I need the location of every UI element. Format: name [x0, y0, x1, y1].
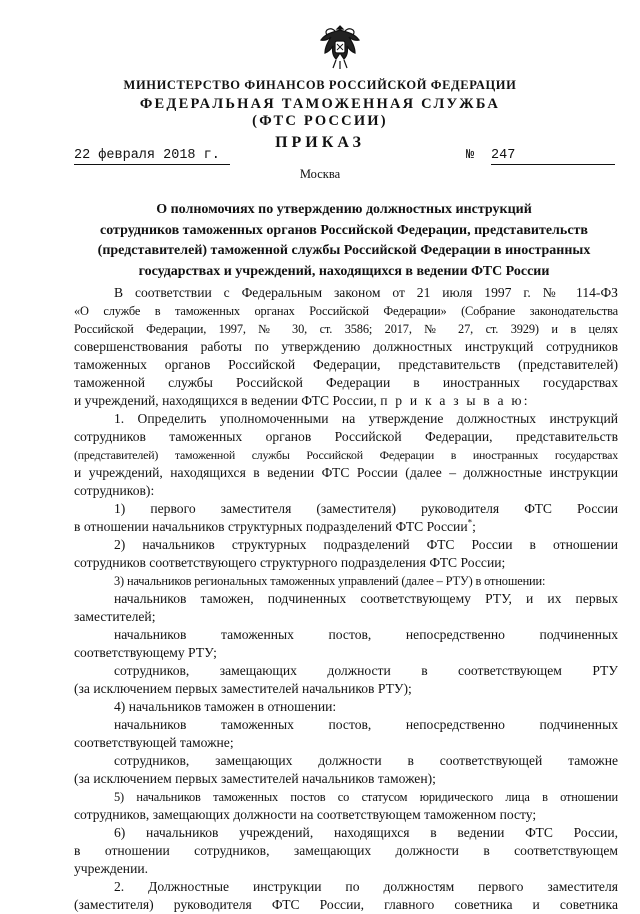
body-line: «О службе в таможенных органах Российской Федерации» (Собрание законодательства: [74, 304, 618, 318]
body-line: и учреждений, находящихся в ведении ФТС России (далее – должностные инструкции: [74, 465, 618, 480]
body-line: сотрудников таможенных органов Российской Федерации, представительств: [74, 429, 618, 444]
footnote-marker: *: [467, 518, 473, 528]
document-type-heading: ПРИКАЗ: [275, 134, 365, 151]
body-line: соответствующему РТУ;: [74, 645, 217, 660]
body-line: В соответствии с Федеральным законом от 21 июля 1997 г. № 114-ФЗ: [114, 285, 618, 300]
body-line: сотрудников соответствующего структурного подразделения ФТС России;: [74, 555, 506, 570]
body-line: (за исключением первых заместителей начальников таможен);: [74, 771, 436, 786]
coat-of-arms-emblem: [318, 22, 362, 72]
body-line: 2) начальников структурных подразделений ФТС России в отношении: [114, 537, 618, 552]
body-line: (заместителя) руководителя ФТС России, главного советника и советника: [74, 897, 618, 912]
body-line: заместителей;: [74, 609, 156, 624]
order-date: 22 февраля 2018 г.: [74, 148, 230, 165]
body-line: сотрудников, замещающих должности на соответствующем таможенном посту;: [74, 807, 537, 822]
title-line: государствах и учреждений, находящихся в ведении ФТС России: [138, 263, 550, 279]
body-line: 6) начальников учреждений, находящихся в ведении ФТС России,: [114, 825, 618, 840]
order-verb: п р и к а з ы в а ю:: [380, 393, 530, 408]
body-line: Российской Федерации, 1997, № 30, ст. 3586; 2017, № 27, ст. 3929) и в целях: [74, 322, 618, 336]
body-line: соответствующей таможне;: [74, 735, 234, 750]
body-text: и учреждений, находящихся в ведении ФТС России,: [74, 393, 377, 408]
order-city: Москва: [299, 167, 341, 181]
body-line: 1. Определить уполномоченными на утверждение должностных инструкций: [114, 411, 618, 426]
order-title: [70, 200, 618, 282]
title-line: О полномочиях по утверждению должностных инструкций: [156, 202, 532, 217]
body-line: в отношении сотрудников, замещающих должности в соответствующем: [74, 843, 618, 858]
order-body: [74, 284, 618, 914]
service-heading: ФЕДЕРАЛЬНАЯ ТАМОЖЕННАЯ СЛУЖБА: [139, 96, 501, 112]
body-line: сотрудников):: [74, 483, 155, 498]
body-line: начальников таможен, подчиненных соответствующему РТУ, и их первых: [114, 591, 618, 606]
body-line: таможенной службы Российской Федерации в иностранных государствах: [74, 375, 618, 390]
body-line: [74, 518, 618, 536]
body-line: 2. Должностные инструкции по должностям первого заместителя: [114, 879, 618, 894]
body-line: 5) начальников таможенных постов со статусом юридического лица в отношении: [114, 790, 618, 804]
title-line: сотрудников таможенных органов Российской Федерации, представительств: [100, 222, 588, 238]
body-line: таможенных органов Российской Федерации, представительств (представителей): [74, 357, 618, 372]
body-line: начальников таможенных постов, непосредственно подчиненных: [114, 627, 618, 642]
body-line: (представителей) таможенной службы Российской Федерации в иностранных государствах: [74, 448, 618, 462]
body-text: ;: [472, 519, 476, 534]
body-line: сотрудников, замещающих должности в соответствующей таможне: [114, 753, 618, 768]
body-text: в отношении начальников структурных подразделений ФТС России: [74, 519, 468, 534]
body-line: 3) начальников региональных таможенных управлений (далее – РТУ) в отношении:: [114, 574, 546, 588]
service-abbreviation: (ФТС РОССИИ): [252, 113, 388, 129]
body-line: сотрудников, замещающих должности в соответствующем РТУ: [114, 663, 618, 678]
body-line: совершенствования работы по утверждению должностных инструкций сотрудников: [74, 339, 618, 354]
order-number-sign: №: [466, 148, 475, 163]
body-line: 4) начальников таможен в отношении:: [114, 699, 337, 714]
body-line: 1) первого заместителя (заместителя) руководителя ФТС России: [114, 501, 618, 516]
title-line: (представителей) таможенной службы Российской Федерации в иностранных: [97, 243, 591, 258]
order-number: 247: [491, 148, 615, 165]
body-line: начальников таможенных постов, непосредственно подчиненных: [114, 717, 618, 732]
body-line: учреждении.: [74, 861, 149, 876]
body-line: (за исключением первых заместителей начальников РТУ);: [74, 681, 412, 696]
ministry-heading: МИНИСТЕРСТВО ФИНАНСОВ РОССИЙСКОЙ ФЕДЕРАЦИИ: [123, 78, 517, 92]
body-line: [74, 392, 618, 410]
